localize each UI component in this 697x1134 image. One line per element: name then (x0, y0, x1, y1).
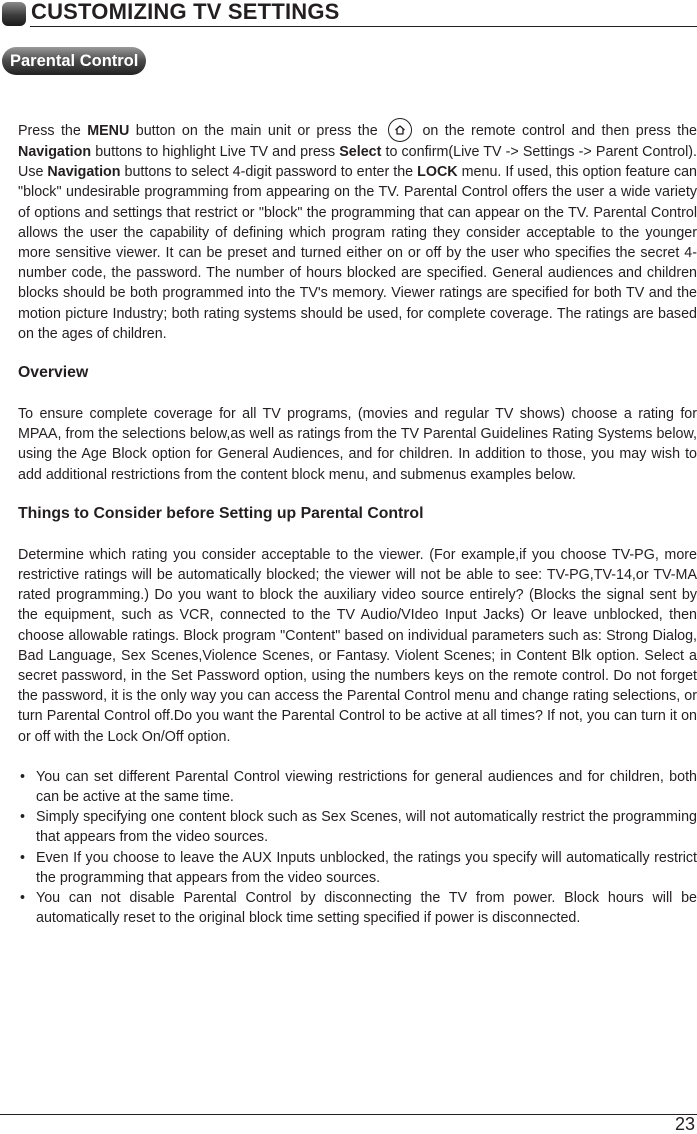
header-tab-marker (2, 2, 26, 26)
section-label: Parental Control (2, 47, 146, 75)
list-item: • You can set different Parental Control viewing restrictions for general audiences and for children, both can be active at the same time. (18, 767, 697, 807)
page-header (0, 0, 697, 30)
list-item: • Even If you choose to leave the AUX Inputs unblocked, the ratings you specify will automatically restrict the programming that appears from the video sources. (18, 848, 697, 888)
list-item: • Simply specifying one content block such as Sex Scenes, will not automatically restrict the programming that appears from the video sources. (18, 807, 697, 847)
menu-keyword: MENU (87, 123, 130, 139)
lock-keyword: LOCK (417, 164, 458, 181)
page-number: 23 (674, 1114, 695, 1134)
navigation-keyword: Navigation (18, 144, 92, 160)
footer-rule (0, 1114, 697, 1115)
home-button-icon (388, 118, 412, 142)
consider-heading: Things to Consider before Setting up Parental Control (18, 504, 424, 522)
list-item: • You can not disable Parental Control by disconnecting the TV from power. Block hours will be automatically reset to the original block time setting specified if power is disconnected. (18, 888, 697, 928)
consider-paragraph: Determine which rating you consider acceptable to the viewer. (For example,if you choose TV-PG, more restrictive ratings will be automatically blocked; the viewer will not be able to see: TV-PG,TV-14,or TV-MA rated programming.) Do you want to block the auxiliary video source entirely? (Blocks the signal sent by the equipment, such as VCR, connected to the TV Audio/VIdeo Input Jacks) Or leave unblocked, then choose allowable ratings. Block program "Content" based on individual parameters such as: Strong Dialog, Bad Language, Sex Scenes,Violence Scenes, or Fantasy. Violent Scenes; in Content Blk option. Select a secret password, in the Set Password option, using the numbers keys on the remote control. Do not forget the password, it is the only way you can access the Parental Control menu and change rating selections, or turn Parental Control off.Do you want the Parental Control to be active at all times? If not, you can turn it on or off with the Lock On/Off option. (18, 546, 697, 745)
header-rule (30, 26, 697, 27)
intro-paragraph: Press the MENU button on the main unit or press the on the remote control and then press the Navigation buttons to highlight Live TV and press Select to confirm(Live TV -> Settings -> Parent Control). Use Navigation buttons to select 4-digit password to enter the LOCK menu. If used, this option feature can "block" undesirable programming from appearing on the TV. Parental Control offers the user a wide variety of options and settings that restrict or "block" the programming that can appear on the TV. Parental Control allows the user the capability of defining which program rating they consider acceptable to the younger more sensitive viewer. It can be preset and turned either on or off by the user who specifies the secret 4-number code, the password. The number of hours blocked are specified. General audiences and children blocks should be both programmed into the TV's memory. Viewer ratings are specified for both TV and the motion picture Industry; both rating systems should be used, for complete coverage. The ratings are based on the ages of children. (18, 118, 697, 344)
navigation-keyword: Navigation (47, 164, 121, 181)
select-keyword: Select (339, 144, 382, 160)
considerations-list (18, 767, 697, 929)
overview-paragraph: To ensure complete coverage for all TV programs, (movies and regular TV shows) choose a rating for MPAA, from the selections below,as well as ratings from the TV Parental Guidelines Rating Systems below, using the Age Block option for General Audiences, and for children. In addition to those, you may wish to add additional restrictions from the content block menu, and submenus examples below. (18, 406, 697, 483)
page-title: CUSTOMIZING TV SETTINGS (31, 0, 340, 24)
content-body (18, 118, 697, 929)
overview-heading: Overview (18, 364, 89, 382)
